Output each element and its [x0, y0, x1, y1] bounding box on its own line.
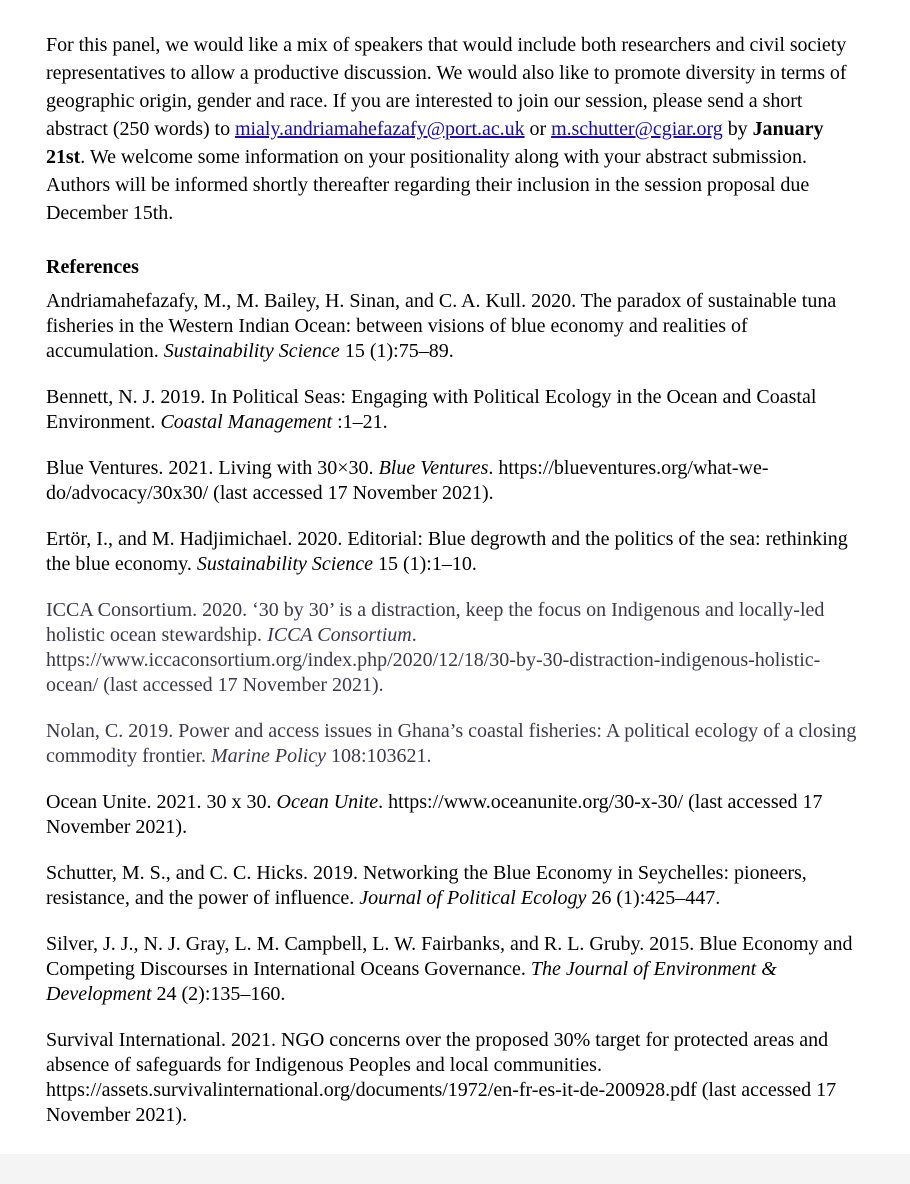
reference-item: Schutter, M. S., and C. C. Hicks. 2019. Networking the Blue Economy in Seychelles: pioneers, resistance, and the power of influence. Journal of Political Ecology 26 (1):425–447. — [46, 862, 807, 909]
reference-item: Ertör, I., and M. Hadjimichael. 2020. Editorial: Blue degrowth and the politics of the sea: rethinking the blue economy. Sustainability Science 15 (1):1–10. — [46, 528, 848, 575]
intro-text-1: For this panel, we would like a mix of speakers that would include both researchers and civil society representatives to allow a productive discussion. We would also like to promote diversity in terms of geographic origin, gender and race. If you are interested to join our session, please send a short abstract (250 words) to — [46, 34, 847, 140]
page-bottom-edge — [0, 1154, 910, 1184]
reference-item: ICCA Consortium. 2020. ‘30 by 30’ is a distraction, keep the focus on Indigenous and locally-led holistic ocean stewardship. ICCA Consortium. https://www.iccaconsortium.org/index.php/2020/12/18/30-by-30-distraction-indigenous-holistic-ocean/ (last accessed 17 November 2021). — [46, 599, 825, 696]
intro-paragraph — [46, 31, 858, 227]
reference-item: Survival International. 2021. NGO concerns over the proposed 30% target for protected areas and absence of safeguards for Indigenous Peoples and local communities. https://assets.survivalinternational.org/documents/1972/en-fr-es-it-de-200928.pdf (last accessed 17 November 2021). — [46, 1029, 837, 1126]
intro-text-4: . We welcome some information on your positionality along with your abstract submission. Authors will be informed shortly thereafter regarding their inclusion in the session proposal due December 15th. — [46, 146, 810, 224]
reference-item: Bennett, N. J. 2019. In Political Seas: Engaging with Political Ecology in the Ocean and Coastal Environment. Coastal Management :1–21. — [46, 386, 817, 433]
document-page — [46, 31, 858, 1149]
reference-item: Nolan, C. 2019. Power and access issues in Ghana’s coastal fisheries: A political ecology of a closing commodity frontier. Marine Policy 108:103621. — [46, 720, 857, 767]
deadline-date: January 21st — [46, 118, 824, 168]
reference-item: Silver, J. J., N. J. Gray, L. M. Campbell, L. W. Fairbanks, and R. L. Gruby. 2015. Blue Economy and Competing Discourses in International Oceans Governance. The Journal of Environment & Development 24 (2):135–160. — [46, 933, 853, 1005]
email-link-mialy[interactable]: mialy.andriamahefazafy@port.ac.uk — [235, 118, 525, 140]
reference-item: Ocean Unite. 2021. 30 x 30. Ocean Unite. https://www.oceanunite.org/30-x-30/ (last accessed 17 November 2021). — [46, 791, 823, 838]
references-heading: References — [46, 256, 139, 278]
intro-text-2: or — [524, 118, 552, 140]
email-link-schutter[interactable]: m.schutter@cgiar.org — [551, 118, 723, 140]
reference-item: Blue Ventures. 2021. Living with 30×30. Blue Ventures. https://blueventures.org/what-we-do/advocacy/30x30/ (last accessed 17 November 2021). — [46, 457, 769, 504]
intro-text-3: by — [722, 118, 753, 140]
reference-item: Andriamahefazafy, M., M. Bailey, H. Sinan, and C. A. Kull. 2020. The paradox of sustainable tuna fisheries in the Western Indian Ocean: between visions of blue economy and realities of accumulation. Sustainability Science 15 (1):75–89. — [46, 290, 837, 362]
